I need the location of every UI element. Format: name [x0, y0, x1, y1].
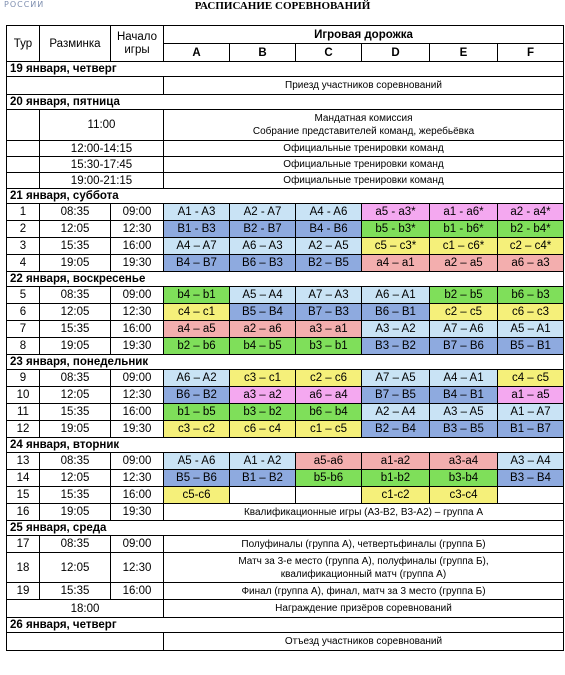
day-header: 20 января, пятница	[7, 95, 564, 110]
day-header: 19 января, четверг	[7, 62, 564, 77]
event-text: Квалификационные игры (А3-В2, В3-А2) – группа А	[164, 504, 564, 521]
game-cell: A6 – A1	[362, 287, 430, 304]
game-cell: c1 – c6*	[430, 238, 498, 255]
game-cell: c6 – c4	[230, 421, 296, 438]
game-cell: c6 – c3	[498, 304, 564, 321]
event-time: 18:00	[7, 600, 164, 618]
warmup-cell: 12:05	[40, 553, 111, 583]
tur-cell: 12	[7, 421, 40, 438]
tur-cell: 3	[7, 238, 40, 255]
game-cell: a2 – a5	[430, 255, 498, 272]
start-cell: 16:00	[111, 487, 164, 504]
game-cell: A7 – A6	[430, 321, 498, 338]
game-cell: b2 - b4*	[498, 221, 564, 238]
tur-cell: 18	[7, 553, 40, 583]
day-header: 23 января, понедельник	[7, 355, 564, 370]
game-cell: A1 – A7	[498, 404, 564, 421]
game-cell: B7 – B3	[296, 304, 362, 321]
game-cell: a6 – a4	[296, 387, 362, 404]
start-cell: 12:30	[111, 304, 164, 321]
day-header: 26 января, четверг	[7, 618, 564, 633]
game-cell: b2 – b6	[164, 338, 230, 355]
game-cell: A2 – A4	[362, 404, 430, 421]
game-cell: b1 - b6*	[430, 221, 498, 238]
tur-cell: 9	[7, 370, 40, 387]
warmup-cell: 19:05	[40, 421, 111, 438]
game-cell: B7 – B6	[430, 338, 498, 355]
game-cell: A2 – A5	[296, 238, 362, 255]
warmup-cell: 19:05	[40, 504, 111, 521]
game-cell: a5 - a3*	[362, 204, 430, 221]
game-cell: A4 - A6	[296, 204, 362, 221]
header-warmup: Разминка	[40, 26, 111, 62]
game-cell: B1 – B7	[498, 421, 564, 438]
lane-f: F	[498, 44, 564, 62]
game-cell: B3 – B2	[362, 338, 430, 355]
warmup-cell: 08:35	[40, 204, 111, 221]
game-cell: c2 – c4*	[498, 238, 564, 255]
tur-cell: 10	[7, 387, 40, 404]
warmup-cell: 08:35	[40, 287, 111, 304]
game-cell: A5 - A6	[164, 453, 230, 470]
game-cell: a3-a4	[430, 453, 498, 470]
game-cell: A1 - A2	[230, 453, 296, 470]
game-cell: b1 – b5	[164, 404, 230, 421]
start-cell: 09:00	[111, 204, 164, 221]
start-cell: 16:00	[111, 583, 164, 600]
warmup-cell: 15:35	[40, 583, 111, 600]
game-cell: a4 – a5	[164, 321, 230, 338]
game-cell: B5 – B4	[230, 304, 296, 321]
game-cell: b1-b2	[362, 470, 430, 487]
warmup-cell: 19:05	[40, 338, 111, 355]
header-lanes: Игровая дорожка	[164, 26, 564, 44]
day-header: 25 января, среда	[7, 521, 564, 536]
tur-cell: 7	[7, 321, 40, 338]
warmup-cell: 08:35	[40, 453, 111, 470]
lane-d: D	[362, 44, 430, 62]
tur-cell: 1	[7, 204, 40, 221]
game-cell: c2 – c6	[296, 370, 362, 387]
event-text: Мандатная комиссия Собрание представителей команд, жеребьёвка	[164, 110, 564, 141]
game-cell: A7 – A3	[296, 287, 362, 304]
game-cell: b3 – b1	[296, 338, 362, 355]
warmup-cell: 12:05	[40, 387, 111, 404]
warmup-cell: 19:05	[40, 255, 111, 272]
game-cell: c5 – c3*	[362, 238, 430, 255]
game-cell: A5 – A1	[498, 321, 564, 338]
game-cell: b6 – b4	[296, 404, 362, 421]
game-cell	[230, 487, 296, 504]
header-start: Начало игры	[111, 26, 164, 62]
game-cell: B4 – B1	[430, 387, 498, 404]
page-title: РАСПИСАНИЕ СОРЕВНОВАНИЙ	[194, 0, 371, 12]
game-cell: a6 – a3	[498, 255, 564, 272]
tur-cell: 15	[7, 487, 40, 504]
game-cell: B2 – B4	[362, 421, 430, 438]
game-cell: B3 – B5	[430, 421, 498, 438]
game-cell: A3 – A5	[430, 404, 498, 421]
game-cell: c3 – c2	[164, 421, 230, 438]
header-fragment: РОССИИ	[4, 0, 45, 9]
event-text: Приезд участников соревнований	[164, 77, 564, 95]
game-cell: B2 - B7	[230, 221, 296, 238]
warmup-cell: 08:35	[40, 536, 111, 553]
game-cell: A5 – A4	[230, 287, 296, 304]
event-time: 19:00-21:15	[40, 173, 164, 189]
tur-cell: 5	[7, 287, 40, 304]
day-header: 24 января, вторник	[7, 438, 564, 453]
game-cell: b4 – b1	[164, 287, 230, 304]
game-cell: c4 – c1	[164, 304, 230, 321]
game-cell: b3-b4	[430, 470, 498, 487]
start-cell: 12:30	[111, 553, 164, 583]
game-cell: A6 – A2	[164, 370, 230, 387]
lane-a: A	[164, 44, 230, 62]
game-cell: B4 - B6	[296, 221, 362, 238]
game-cell: A6 – A3	[230, 238, 296, 255]
warmup-cell: 15:35	[40, 321, 111, 338]
game-cell: B1 – B2	[230, 470, 296, 487]
event-time: 12:00-14:15	[40, 141, 164, 157]
game-cell: B1 - B3	[164, 221, 230, 238]
header-tur: Тур	[7, 26, 40, 62]
event-text: Полуфиналы (группа А), четвертьфиналы (группа Б)	[164, 536, 564, 553]
day-header: 21 января, суббота	[7, 189, 564, 204]
day-header: 22 января, воскресенье	[7, 272, 564, 287]
game-cell	[498, 487, 564, 504]
game-cell: b6 – b3	[498, 287, 564, 304]
game-cell: a4 – a1	[362, 255, 430, 272]
game-cell: A4 – A1	[430, 370, 498, 387]
event-time: 15:30-17:45	[40, 157, 164, 173]
game-cell: b4 – b5	[230, 338, 296, 355]
tur-cell: 17	[7, 536, 40, 553]
start-cell: 09:00	[111, 370, 164, 387]
game-cell: a2 - a4*	[498, 204, 564, 221]
start-cell: 12:30	[111, 387, 164, 404]
tur-cell: 19	[7, 583, 40, 600]
lane-e: E	[430, 44, 498, 62]
tur-cell: 16	[7, 504, 40, 521]
game-cell: B6 – B3	[230, 255, 296, 272]
tur-cell: 8	[7, 338, 40, 355]
game-cell: B4 – B7	[164, 255, 230, 272]
game-cell: c3 – c1	[230, 370, 296, 387]
game-cell: B5 – B6	[164, 470, 230, 487]
game-cell: b5 - b3*	[362, 221, 430, 238]
tur-cell: 11	[7, 404, 40, 421]
start-cell: 16:00	[111, 321, 164, 338]
game-cell: c5-c6	[164, 487, 230, 504]
tur-cell: 6	[7, 304, 40, 321]
game-cell: A1 - A3	[164, 204, 230, 221]
game-cell: a1 – a5	[498, 387, 564, 404]
game-cell	[296, 487, 362, 504]
event-text: Матч за 3-е место (группа А), полуфиналы (группа Б), квалификационный матч (группа А)	[164, 553, 564, 583]
game-cell: A3 – A4	[498, 453, 564, 470]
start-cell: 16:00	[111, 404, 164, 421]
start-cell: 16:00	[111, 238, 164, 255]
start-cell: 09:00	[111, 453, 164, 470]
start-cell: 09:00	[111, 287, 164, 304]
game-cell: A4 – A7	[164, 238, 230, 255]
game-cell: a5-a6	[296, 453, 362, 470]
lane-c: C	[296, 44, 362, 62]
schedule-table	[6, 25, 564, 651]
warmup-cell: 12:05	[40, 470, 111, 487]
game-cell: b3 – b2	[230, 404, 296, 421]
game-cell: a1 - a6*	[430, 204, 498, 221]
start-cell: 19:30	[111, 338, 164, 355]
event-text: Официальные тренировки команд	[164, 173, 564, 189]
warmup-cell: 15:35	[40, 487, 111, 504]
start-cell: 19:30	[111, 255, 164, 272]
tur-cell: 13	[7, 453, 40, 470]
game-cell: B7 – B5	[362, 387, 430, 404]
start-cell: 12:30	[111, 470, 164, 487]
game-cell: B3 – B4	[498, 470, 564, 487]
game-cell: B6 – B1	[362, 304, 430, 321]
game-cell: a3 – a1	[296, 321, 362, 338]
game-cell: b5-b6	[296, 470, 362, 487]
event-text: Финал (группа А), финал, матч за 3 место (группа Б)	[164, 583, 564, 600]
game-cell: B5 – B1	[498, 338, 564, 355]
lane-b: B	[230, 44, 296, 62]
start-cell: 19:30	[111, 421, 164, 438]
game-cell: c4 – c5	[498, 370, 564, 387]
start-cell: 12:30	[111, 221, 164, 238]
game-cell: A3 – A2	[362, 321, 430, 338]
game-cell: c1 – c5	[296, 421, 362, 438]
start-cell: 19:30	[111, 504, 164, 521]
warmup-cell: 08:35	[40, 370, 111, 387]
warmup-cell: 15:35	[40, 404, 111, 421]
warmup-cell: 12:05	[40, 304, 111, 321]
game-cell: B2 – B5	[296, 255, 362, 272]
game-cell: c1-c2	[362, 487, 430, 504]
start-cell: 09:00	[111, 536, 164, 553]
game-cell: A2 - A7	[230, 204, 296, 221]
tur-cell: 14	[7, 470, 40, 487]
game-cell: c2 – c5	[430, 304, 498, 321]
game-cell: a1-a2	[362, 453, 430, 470]
event-time: 11:00	[40, 110, 164, 141]
game-cell: a2 – a6	[230, 321, 296, 338]
event-text: Награждение призёров соревнований	[164, 600, 564, 618]
event-text: Официальные тренировки команд	[164, 157, 564, 173]
event-text: Официальные тренировки команд	[164, 141, 564, 157]
game-cell: a3 – a2	[230, 387, 296, 404]
game-cell: A7 – A5	[362, 370, 430, 387]
warmup-cell: 12:05	[40, 221, 111, 238]
tur-cell: 2	[7, 221, 40, 238]
game-cell: c3-c4	[430, 487, 498, 504]
game-cell: B6 – B2	[164, 387, 230, 404]
tur-cell: 4	[7, 255, 40, 272]
warmup-cell: 15:35	[40, 238, 111, 255]
game-cell: b2 – b5	[430, 287, 498, 304]
event-text: Отъезд участников соревнований	[164, 633, 564, 651]
